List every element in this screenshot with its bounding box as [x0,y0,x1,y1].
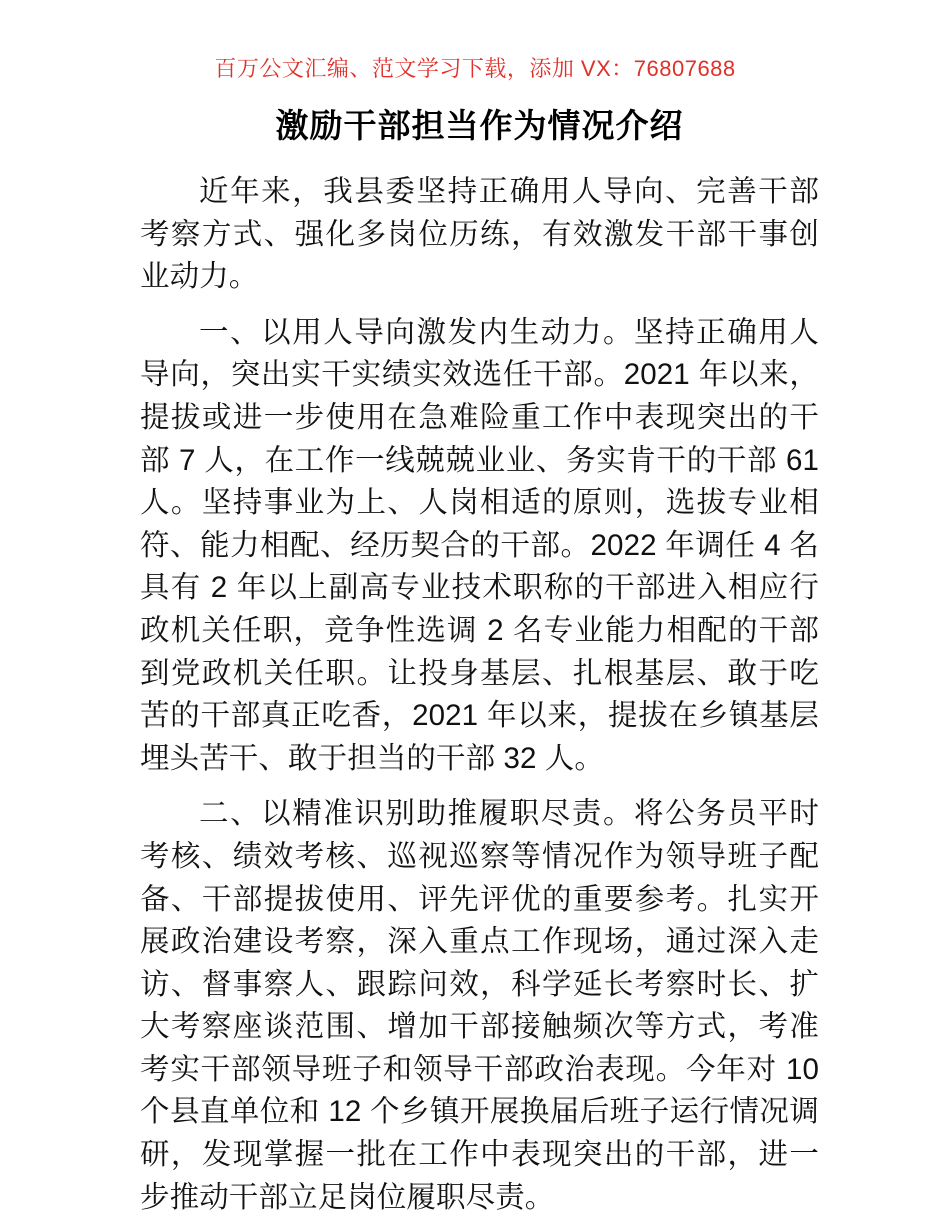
promo-header-text: 百万公文汇编、范文学习下载，添加 VX：76807688 [214,56,736,81]
page-title: 激励干部担当作为情况介绍 [275,107,684,144]
paragraph-section-one: 一、以用人导向激发内生动力。坚持正确用人导向，突出实干实绩实效选任干部。2021 年以来，提拔或进一步使用在急难险重工作中表现突出的干部 7 人，在工作一线兢兢业业、务实肯干的干部 61 人。坚持事业为上、人岗相适的原则，选拔专业相符、能力相配、经历契合的干部。2022 年调任 4 名具有 2 年以上副高专业技术职称的干部进入相应行政机关任职，竞争性选调 2 名专业能力相配的干部到党政机关任职。让投身基层、扎根基层、敢于吃苦的干部真正吃香，2021 年以来，提拔在乡镇基层埋头苦干、敢于担当的干部 32 人。 [140,315,819,775]
document-body [140,103,819,1219]
paragraph-section-two: 二、以精准识别助推履职尽责。将公务员平时考核、绩效考核、巡视巡察等情况作为领导班子配备、干部提拔使用、评先评优的重要参考。扎实开展政治建设考察，深入重点工作现场，通过深入走访、督事察人、跟踪问效，科学延长考察时长、扩大考察座谈范围、增加干部接触频次等方式，考准考实干部领导班子和领导干部政治表现。今年对 10 个县直单位和 12 个乡镇开展换届后班子运行情况调研，发现掌握一批在工作中表现突出的干部，进一步推动干部立足岗位履职尽责。 [140,797,819,1214]
paragraph-intro: 近年来，我县委坚持正确用人导向、完善干部考察方式、强化多岗位历练，有效激发干部干事创业动力。 [140,175,819,294]
